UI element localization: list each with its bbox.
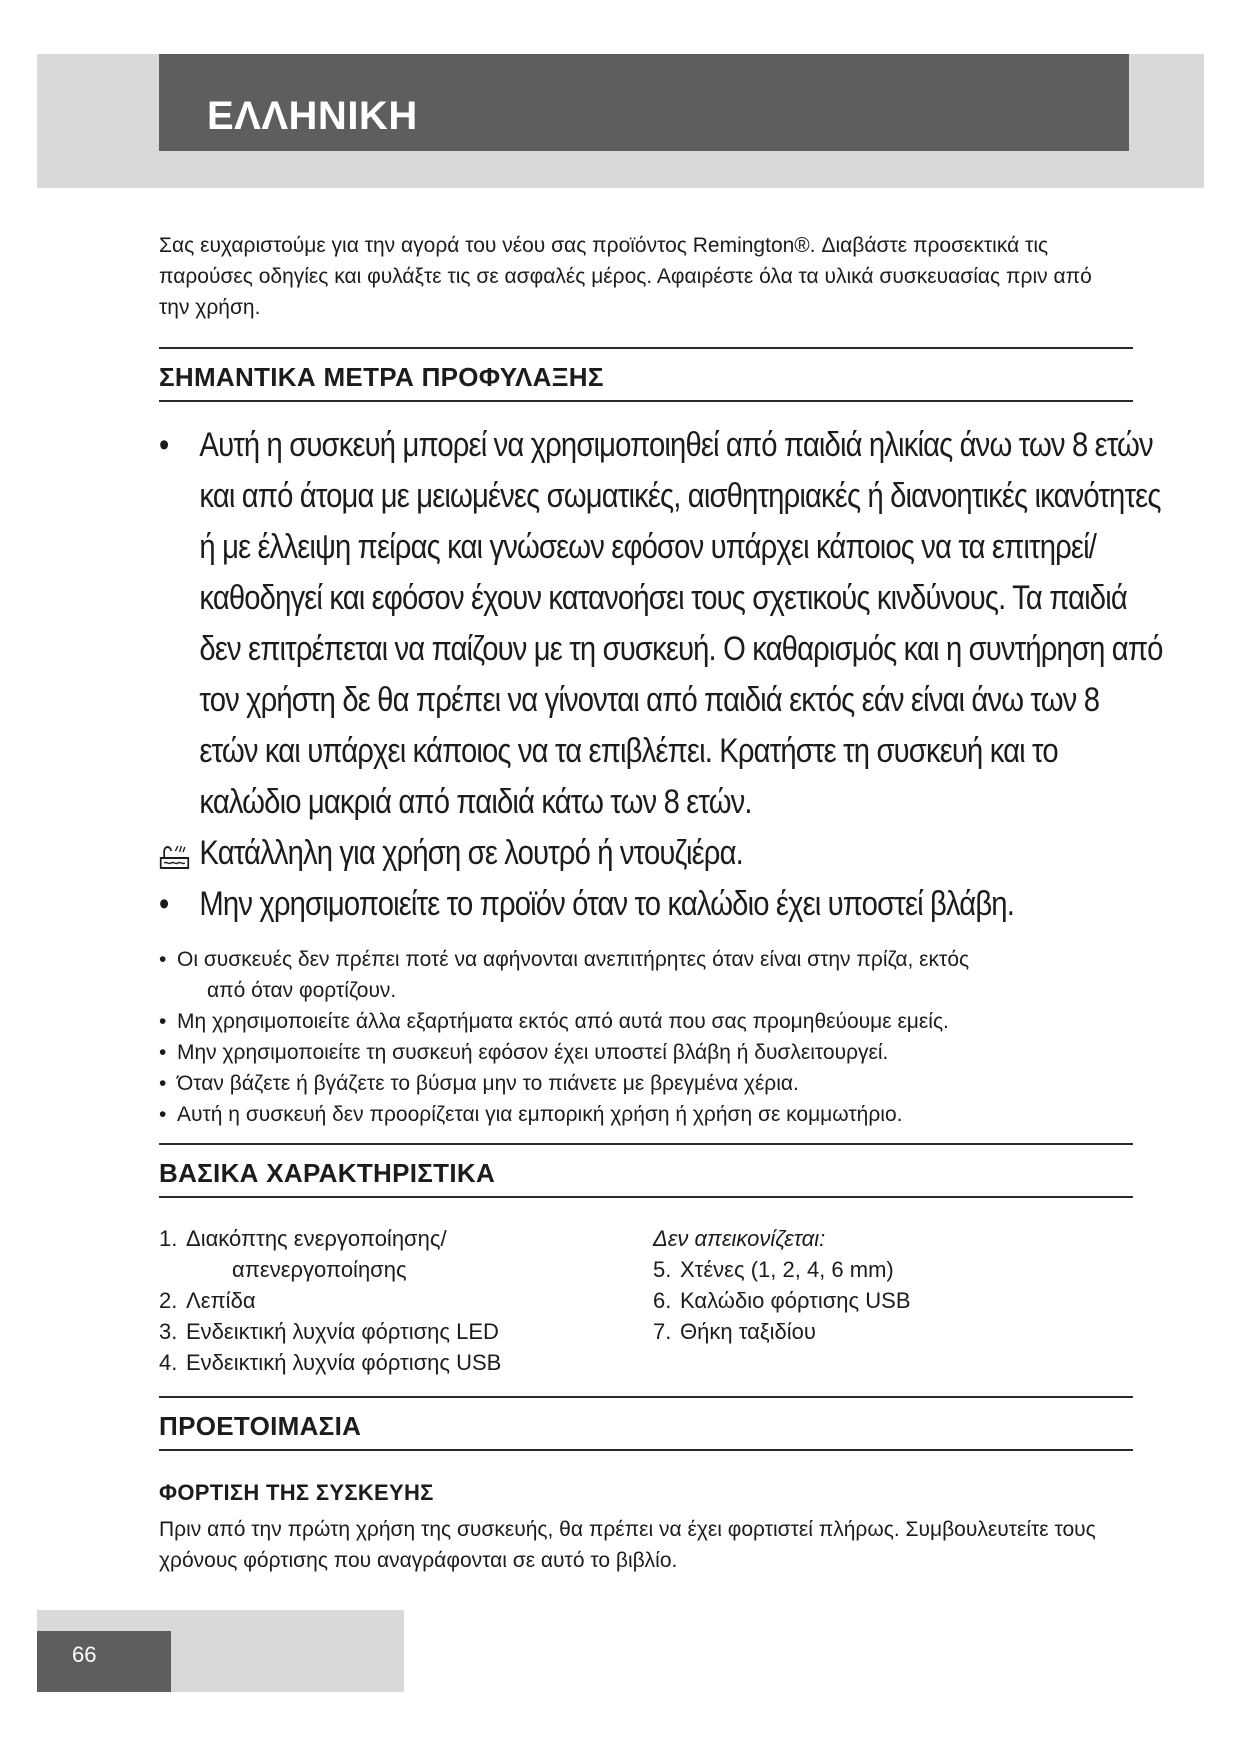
item-number: 5. — [653, 1257, 672, 1282]
footer-box — [37, 1631, 171, 1692]
item-number: 3. — [159, 1319, 178, 1344]
features-heading: ΒΑΣΙΚΑ ΧΑΡΑΚΤΗΡΙΣΤΙΚΑ — [159, 1158, 496, 1188]
list-item-text: Όταν βάζετε ή βγάζετε το βύσμα μην το πιάνετε με βρεγμένα χέρια. — [177, 1072, 799, 1095]
item-number: 6. — [653, 1288, 672, 1313]
language-title: ΕΛΛΗΝΙΚΗ — [207, 94, 418, 138]
section-rule-bottom — [159, 1196, 1133, 1198]
list-item — [653, 1285, 1113, 1316]
list-item-text: Οι συσκευές δεν πρέπει ποτέ να αφήνονται ανεπιτήρητες όταν είναι στην πρίζα, εκτός — [177, 948, 970, 971]
item-text: Ενδεικτική λυχνία φόρτισης USB — [186, 1350, 502, 1375]
list-item — [159, 1285, 619, 1316]
list-item-text: Μην χρησιμοποιείτε τη συσκευή εφόσον έχει υποστεί βλάβη ή δυσλειτουργεί. — [177, 1041, 889, 1064]
safety-small-list — [159, 944, 1119, 1130]
bullet: • — [159, 1041, 167, 1064]
list-item — [159, 828, 1163, 879]
item-number: 2. — [159, 1288, 178, 1313]
list-item-text-continued: από όταν φορτίζουν. — [207, 979, 397, 1002]
list-item-text: Αυτή η συσκευή μπορεί να χρησιμοποιηθεί από παιδιά ηλικίας άνω των 8 ετών και από άτομα με μειωμένες σωματικές, αισθητηριακές ή διανοητικές ικανότητες ή με έλλειψη πείρας και γνώσεων εφόσον υπάρχει κάποιος να τα επιτηρεί/καθοδηγεί και εφόσον έχουν κατανοήσει τους σχετικούς κινδύνους. Τα παιδιά δεν επιτρέπεται να παίζουν με τη συσκευή. Ο καθαρισμός και η συντήρηση από τον χρήστη δε θα πρέπει να γίνονται από παιδιά εκτός εάν είναι άνω των 8 ετών και υπάρχει κάποιος να τα επιβλέπει. Κρατήστε τη συσκευή και το καλώδιο μακριά από παιδιά κάτω των 8 ετών. — [199, 426, 1163, 821]
item-number: 1. — [159, 1226, 178, 1251]
list-item — [159, 1316, 619, 1347]
section-rule-top — [159, 347, 1133, 349]
list-item — [159, 1006, 1119, 1037]
item-text: Διακόπτης ενεργοποίησης/ — [186, 1226, 447, 1251]
features-list-left — [159, 1223, 619, 1378]
preparation-heading: ΠΡΟΕΤΟΙΜΑΣΙΑ — [159, 1411, 362, 1441]
charging-sub-heading: ΦΟΡΤΙΣΗ ΤΗΣ ΣΥΣΚΕΥΗΣ — [159, 1480, 434, 1505]
list-item — [159, 944, 1119, 1006]
bullet: • — [159, 1010, 167, 1033]
bullet: • — [159, 1103, 167, 1126]
list-item — [159, 879, 1163, 930]
item-text: Λεπίδα — [186, 1288, 256, 1313]
safety-large-list — [159, 420, 1163, 930]
bullet: • — [159, 885, 169, 923]
item-text: Καλώδιο φόρτισης USB — [680, 1288, 911, 1313]
safety-heading: ΣΗΜΑΝΤΙΚΑ ΜΕΤΡΑ ΠΡΟΦΥΛΑΞΗΣ — [159, 362, 604, 392]
page-number: 66 — [72, 1642, 97, 1667]
item-text: Θήκη ταξιδίου — [680, 1319, 816, 1344]
section-rule-bottom — [159, 400, 1133, 402]
intro-paragraph: Σας ευχαριστούμε για την αγορά του νέου σας προϊόντος Remington®. Διαβάστε προσεκτικά τις παρούσες οδηγίες και φυλάξτε τις σε ασφαλές μέρος. Αφαιρέστε όλα τα υλικά συσκευασίας πριν από την χρήση. — [159, 234, 1092, 319]
list-item — [159, 1037, 1119, 1068]
list-item — [159, 1223, 619, 1285]
list-item — [653, 1316, 1113, 1347]
item-text: Ενδεικτική λυχνία φόρτισης LED — [186, 1319, 499, 1344]
list-item-text: Μη χρησιμοποιείτε άλλα εξαρτήματα εκτός από αυτά που σας προμηθεύουμε εμείς. — [177, 1010, 949, 1033]
item-number: 7. — [653, 1319, 672, 1344]
features-list-right — [653, 1223, 1113, 1347]
section-rule-top — [159, 1396, 1133, 1398]
list-item — [159, 420, 1163, 828]
list-item — [159, 1068, 1119, 1099]
list-item-text: Κατάλληλη για χρήση σε λουτρό ή ντουζιέρα. — [199, 834, 743, 872]
section-rule-bottom — [159, 1449, 1133, 1451]
bullet: • — [159, 426, 169, 464]
list-item — [159, 1099, 1119, 1130]
list-item-text: Αυτή η συσκευή δεν προορίζεται για εμπορική χρήση ή χρήση σε κομμωτήριο. — [177, 1103, 903, 1126]
list-item-text: Μην χρησιμοποιείτε το προϊόν όταν το καλώδιο έχει υποστεί βλάβη. — [199, 885, 1014, 923]
item-number: 4. — [159, 1350, 178, 1375]
item-text-continued: απενεργοποίησης — [232, 1257, 407, 1282]
section-rule-top — [159, 1143, 1133, 1145]
not-shown-label: Δεν απεικονίζεται: — [653, 1226, 826, 1251]
list-item — [159, 1347, 619, 1378]
bath-shower-icon — [159, 842, 190, 872]
charging-paragraph: Πριν από την πρώτη χρήση της συσκευής, θα πρέπει να έχει φορτιστεί πλήρως. Συμβουλευτείτε τους χρόνους φόρτισης που αναγράφονται σε αυτό το βιβλίο. — [159, 1518, 1096, 1572]
bullet: • — [159, 948, 167, 971]
list-item — [653, 1254, 1113, 1285]
item-text: Χτένες (1, 2, 4, 6 mm) — [680, 1257, 894, 1282]
bullet: • — [159, 1072, 167, 1095]
